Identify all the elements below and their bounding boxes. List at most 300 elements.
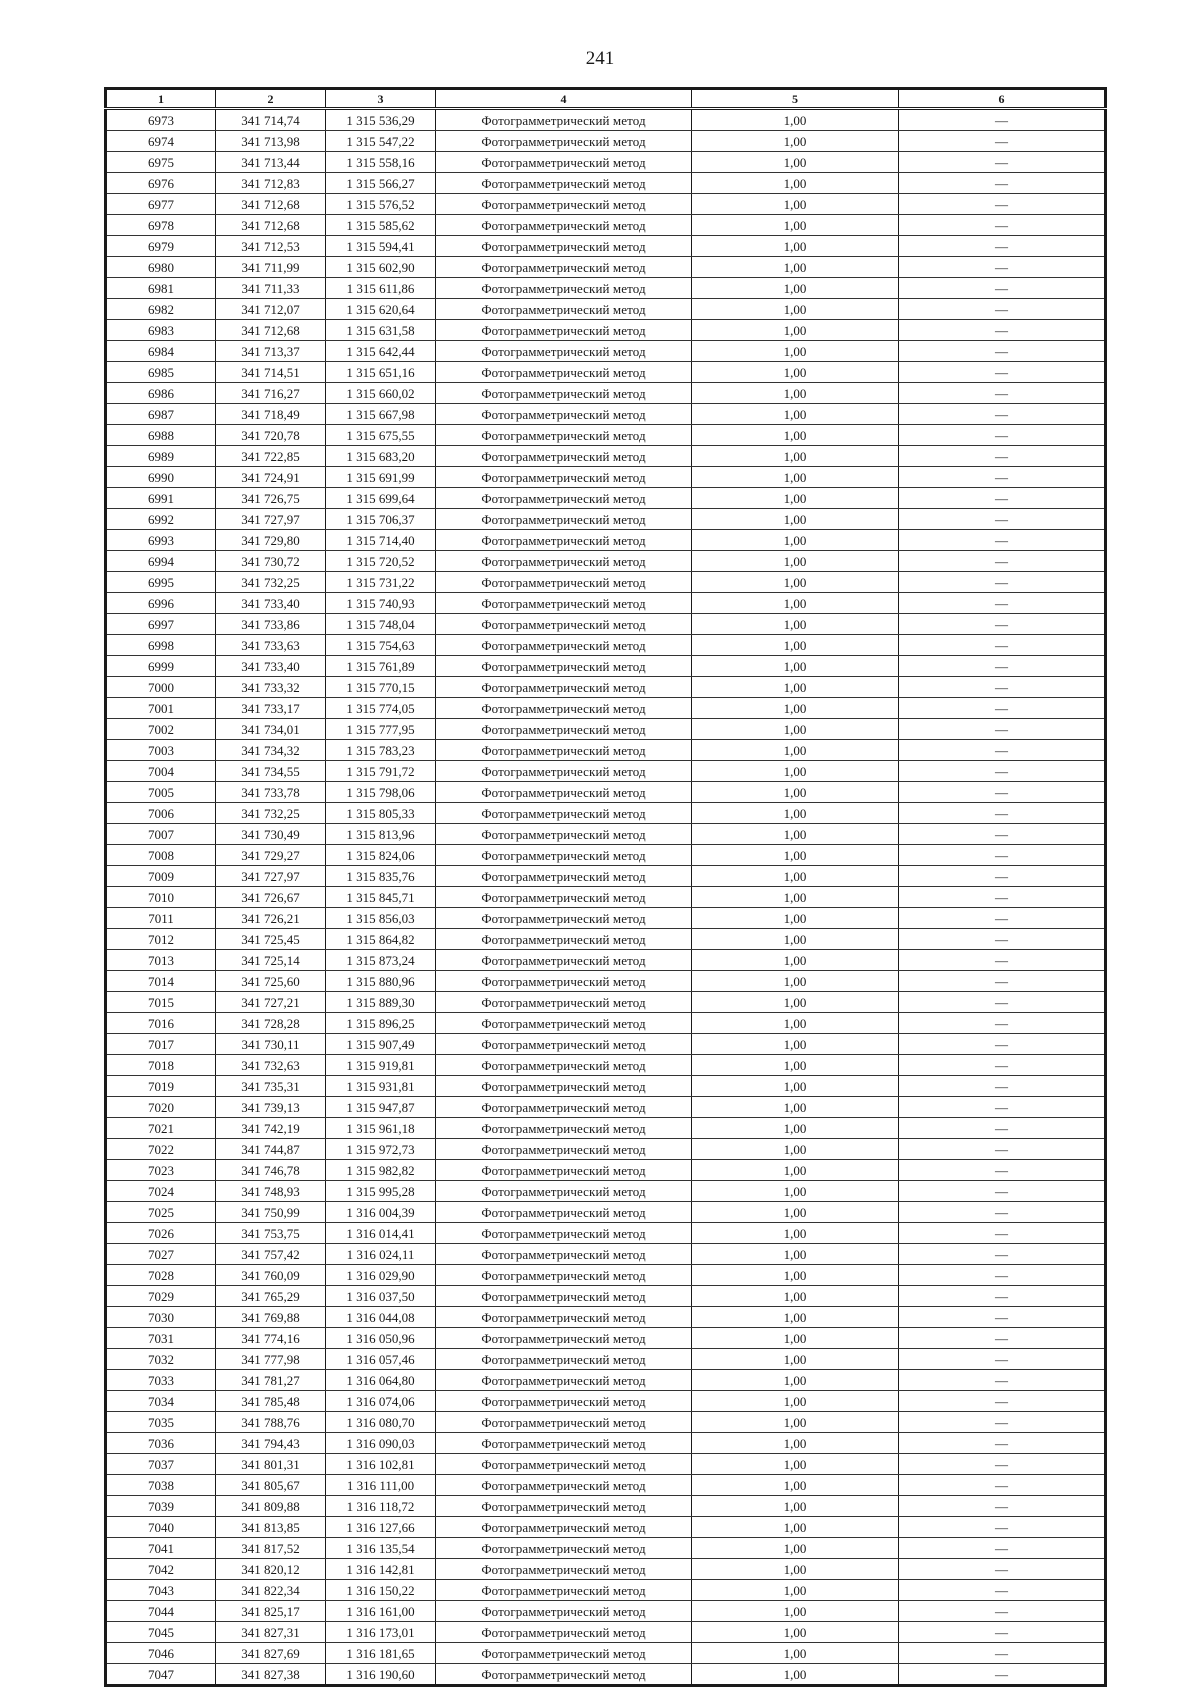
x-coordinate-cell: 341 725,14: [216, 950, 326, 971]
accuracy-cell: 1,00: [692, 1370, 899, 1391]
note-cell: —: [899, 1475, 1106, 1496]
method-cell: Фотограмметрический метод: [436, 1034, 692, 1055]
method-cell: Фотограмметрический метод: [436, 1097, 692, 1118]
point-number-cell: 7033: [106, 1370, 216, 1391]
table-row: [106, 488, 1106, 509]
table-row: [106, 803, 1106, 824]
accuracy-cell: 1,00: [692, 488, 899, 509]
y-coordinate-cell: 1 316 064,80: [326, 1370, 436, 1391]
point-number-cell: 6991: [106, 488, 216, 509]
y-coordinate-cell: 1 315 919,81: [326, 1055, 436, 1076]
accuracy-cell: 1,00: [692, 698, 899, 719]
point-number-cell: 7047: [106, 1664, 216, 1686]
note-cell: —: [899, 1412, 1106, 1433]
x-coordinate-cell: 341 765,29: [216, 1286, 326, 1307]
table-row: [106, 299, 1106, 320]
table-row: [106, 404, 1106, 425]
note-cell: —: [899, 1265, 1106, 1286]
note-cell: —: [899, 1076, 1106, 1097]
method-cell: Фотограмметрический метод: [436, 761, 692, 782]
method-cell: Фотограмметрический метод: [436, 677, 692, 698]
point-number-cell: 7043: [106, 1580, 216, 1601]
note-cell: —: [899, 1118, 1106, 1139]
note-cell: —: [899, 887, 1106, 908]
accuracy-cell: 1,00: [692, 656, 899, 677]
point-number-cell: 7016: [106, 1013, 216, 1034]
method-cell: Фотограмметрический метод: [436, 152, 692, 173]
note-cell: —: [899, 1181, 1106, 1202]
accuracy-cell: 1,00: [692, 845, 899, 866]
accuracy-cell: 1,00: [692, 719, 899, 740]
accuracy-cell: 1,00: [692, 1643, 899, 1664]
method-cell: Фотограмметрический метод: [436, 593, 692, 614]
x-coordinate-cell: 341 748,93: [216, 1181, 326, 1202]
x-coordinate-cell: 341 733,63: [216, 635, 326, 656]
x-coordinate-cell: 341 733,40: [216, 656, 326, 677]
accuracy-cell: 1,00: [692, 1349, 899, 1370]
point-number-cell: 6990: [106, 467, 216, 488]
method-cell: Фотограмметрический метод: [436, 824, 692, 845]
note-cell: —: [899, 1307, 1106, 1328]
x-coordinate-cell: 341 739,13: [216, 1097, 326, 1118]
method-cell: Фотограмметрический метод: [436, 698, 692, 719]
x-coordinate-cell: 341 712,68: [216, 194, 326, 215]
method-cell: Фотограмметрический метод: [436, 1160, 692, 1181]
accuracy-cell: 1,00: [692, 593, 899, 614]
y-coordinate-cell: 1 315 602,90: [326, 257, 436, 278]
accuracy-cell: 1,00: [692, 635, 899, 656]
x-coordinate-cell: 341 713,98: [216, 131, 326, 152]
accuracy-cell: 1,00: [692, 194, 899, 215]
y-coordinate-cell: 1 315 585,62: [326, 215, 436, 236]
method-cell: Фотограмметрический метод: [436, 446, 692, 467]
method-cell: Фотограмметрический метод: [436, 1286, 692, 1307]
note-cell: —: [899, 194, 1106, 215]
method-cell: Фотограмметрический метод: [436, 362, 692, 383]
note-cell: —: [899, 320, 1106, 341]
point-number-cell: 7009: [106, 866, 216, 887]
point-number-cell: 7001: [106, 698, 216, 719]
method-cell: Фотограмметрический метод: [436, 1370, 692, 1391]
note-cell: —: [899, 341, 1106, 362]
point-number-cell: 7038: [106, 1475, 216, 1496]
x-coordinate-cell: 341 725,60: [216, 971, 326, 992]
point-number-cell: 6992: [106, 509, 216, 530]
note-cell: —: [899, 1370, 1106, 1391]
table-row: [106, 1349, 1106, 1370]
accuracy-cell: 1,00: [692, 1055, 899, 1076]
accuracy-cell: 1,00: [692, 1412, 899, 1433]
x-coordinate-cell: 341 735,31: [216, 1076, 326, 1097]
accuracy-cell: 1,00: [692, 971, 899, 992]
x-coordinate-cell: 341 746,78: [216, 1160, 326, 1181]
method-cell: Фотограмметрический метод: [436, 782, 692, 803]
accuracy-cell: 1,00: [692, 1391, 899, 1412]
x-coordinate-cell: 341 732,63: [216, 1055, 326, 1076]
table-row: [106, 1454, 1106, 1475]
method-cell: Фотограмметрический метод: [436, 425, 692, 446]
note-cell: —: [899, 362, 1106, 383]
note-cell: —: [899, 1664, 1106, 1686]
table-row: [106, 1412, 1106, 1433]
method-cell: Фотограмметрический метод: [436, 1223, 692, 1244]
accuracy-cell: 1,00: [692, 1454, 899, 1475]
method-cell: Фотограмметрический метод: [436, 1643, 692, 1664]
y-coordinate-cell: 1 315 699,64: [326, 488, 436, 509]
x-coordinate-cell: 341 724,91: [216, 467, 326, 488]
y-coordinate-cell: 1 315 824,06: [326, 845, 436, 866]
x-coordinate-cell: 341 781,27: [216, 1370, 326, 1391]
method-cell: Фотограмметрический метод: [436, 803, 692, 824]
column-header-2: 2: [216, 89, 326, 109]
y-coordinate-cell: 1 315 805,33: [326, 803, 436, 824]
method-cell: Фотограмметрический метод: [436, 1349, 692, 1370]
accuracy-cell: 1,00: [692, 278, 899, 299]
y-coordinate-cell: 1 315 558,16: [326, 152, 436, 173]
method-cell: Фотограмметрический метод: [436, 971, 692, 992]
x-coordinate-cell: 341 827,69: [216, 1643, 326, 1664]
y-coordinate-cell: 1 315 783,23: [326, 740, 436, 761]
method-cell: Фотограмметрический метод: [436, 215, 692, 236]
accuracy-cell: 1,00: [692, 1664, 899, 1686]
point-number-cell: 6996: [106, 593, 216, 614]
x-coordinate-cell: 341 712,68: [216, 320, 326, 341]
table-row: [106, 1328, 1106, 1349]
table-row: [106, 278, 1106, 299]
accuracy-cell: 1,00: [692, 1433, 899, 1454]
accuracy-cell: 1,00: [692, 341, 899, 362]
note-cell: —: [899, 1559, 1106, 1580]
table-row: [106, 1118, 1106, 1139]
point-number-cell: 6981: [106, 278, 216, 299]
y-coordinate-cell: 1 316 102,81: [326, 1454, 436, 1475]
note-cell: —: [899, 971, 1106, 992]
table-row: [106, 446, 1106, 467]
note-cell: —: [899, 215, 1106, 236]
point-number-cell: 7041: [106, 1538, 216, 1559]
accuracy-cell: 1,00: [692, 362, 899, 383]
point-number-cell: 7012: [106, 929, 216, 950]
table-body: [106, 109, 1106, 1686]
y-coordinate-cell: 1 315 770,15: [326, 677, 436, 698]
x-coordinate-cell: 341 757,42: [216, 1244, 326, 1265]
method-cell: Фотограмметрический метод: [436, 1622, 692, 1643]
x-coordinate-cell: 341 732,25: [216, 803, 326, 824]
point-number-cell: 7035: [106, 1412, 216, 1433]
y-coordinate-cell: 1 316 090,03: [326, 1433, 436, 1454]
note-cell: —: [899, 1097, 1106, 1118]
note-cell: —: [899, 1517, 1106, 1538]
x-coordinate-cell: 341 813,85: [216, 1517, 326, 1538]
y-coordinate-cell: 1 315 856,03: [326, 908, 436, 929]
y-coordinate-cell: 1 315 731,22: [326, 572, 436, 593]
y-coordinate-cell: 1 316 029,90: [326, 1265, 436, 1286]
accuracy-cell: 1,00: [692, 1601, 899, 1622]
method-cell: Фотограмметрический метод: [436, 551, 692, 572]
accuracy-cell: 1,00: [692, 782, 899, 803]
table-row: [106, 887, 1106, 908]
note-cell: —: [899, 1055, 1106, 1076]
y-coordinate-cell: 1 315 566,27: [326, 173, 436, 194]
x-coordinate-cell: 341 730,11: [216, 1034, 326, 1055]
note-cell: —: [899, 509, 1106, 530]
table-row: [106, 1580, 1106, 1601]
table-row: [106, 971, 1106, 992]
table-row: [106, 1202, 1106, 1223]
note-cell: —: [899, 1538, 1106, 1559]
y-coordinate-cell: 1 316 074,06: [326, 1391, 436, 1412]
accuracy-cell: 1,00: [692, 131, 899, 152]
table-row: [106, 236, 1106, 257]
x-coordinate-cell: 341 742,19: [216, 1118, 326, 1139]
accuracy-cell: 1,00: [692, 467, 899, 488]
accuracy-cell: 1,00: [692, 950, 899, 971]
method-cell: Фотограмметрический метод: [436, 614, 692, 635]
table-row: [106, 1034, 1106, 1055]
method-cell: Фотограмметрический метод: [436, 992, 692, 1013]
table-row: [106, 530, 1106, 551]
point-number-cell: 7031: [106, 1328, 216, 1349]
note-cell: —: [899, 1643, 1106, 1664]
accuracy-cell: 1,00: [692, 1034, 899, 1055]
point-number-cell: 7044: [106, 1601, 216, 1622]
accuracy-cell: 1,00: [692, 908, 899, 929]
accuracy-cell: 1,00: [692, 1475, 899, 1496]
x-coordinate-cell: 341 729,80: [216, 530, 326, 551]
y-coordinate-cell: 1 316 111,00: [326, 1475, 436, 1496]
method-cell: Фотограмметрический метод: [436, 236, 692, 257]
point-number-cell: 7032: [106, 1349, 216, 1370]
point-number-cell: 7019: [106, 1076, 216, 1097]
x-coordinate-cell: 341 711,99: [216, 257, 326, 278]
method-cell: Фотограмметрический метод: [436, 488, 692, 509]
x-coordinate-cell: 341 727,97: [216, 866, 326, 887]
point-number-cell: 7005: [106, 782, 216, 803]
note-cell: —: [899, 278, 1106, 299]
y-coordinate-cell: 1 316 161,00: [326, 1601, 436, 1622]
accuracy-cell: 1,00: [692, 404, 899, 425]
point-number-cell: 6988: [106, 425, 216, 446]
point-number-cell: 7037: [106, 1454, 216, 1475]
table-row: [106, 845, 1106, 866]
point-number-cell: 6977: [106, 194, 216, 215]
x-coordinate-cell: 341 769,88: [216, 1307, 326, 1328]
table-row: [106, 677, 1106, 698]
point-number-cell: 7026: [106, 1223, 216, 1244]
table-row: [106, 109, 1106, 131]
y-coordinate-cell: 1 316 037,50: [326, 1286, 436, 1307]
x-coordinate-cell: 341 785,48: [216, 1391, 326, 1412]
x-coordinate-cell: 341 788,76: [216, 1412, 326, 1433]
accuracy-cell: 1,00: [692, 1013, 899, 1034]
y-coordinate-cell: 1 315 651,16: [326, 362, 436, 383]
method-cell: Фотограмметрический метод: [436, 530, 692, 551]
accuracy-cell: 1,00: [692, 425, 899, 446]
method-cell: Фотограмметрический метод: [436, 1181, 692, 1202]
note-cell: —: [899, 614, 1106, 635]
accuracy-cell: 1,00: [692, 299, 899, 320]
table-row: [106, 866, 1106, 887]
x-coordinate-cell: 341 722,85: [216, 446, 326, 467]
y-coordinate-cell: 1 316 190,60: [326, 1664, 436, 1686]
x-coordinate-cell: 341 728,28: [216, 1013, 326, 1034]
accuracy-cell: 1,00: [692, 1244, 899, 1265]
method-cell: Фотограмметрический метод: [436, 1496, 692, 1517]
table-row: [106, 257, 1106, 278]
y-coordinate-cell: 1 315 714,40: [326, 530, 436, 551]
point-number-cell: 7015: [106, 992, 216, 1013]
method-cell: Фотограмметрический метод: [436, 131, 692, 152]
method-cell: Фотограмметрический метод: [436, 1433, 692, 1454]
note-cell: —: [899, 572, 1106, 593]
table-row: [106, 152, 1106, 173]
table-row: [106, 1433, 1106, 1454]
table-row: [106, 1496, 1106, 1517]
y-coordinate-cell: 1 315 907,49: [326, 1034, 436, 1055]
accuracy-cell: 1,00: [692, 109, 899, 131]
table-row: [106, 1160, 1106, 1181]
table-row: [106, 740, 1106, 761]
table-row: [106, 131, 1106, 152]
method-cell: Фотограмметрический метод: [436, 887, 692, 908]
note-cell: —: [899, 1580, 1106, 1601]
y-coordinate-cell: 1 315 611,86: [326, 278, 436, 299]
note-cell: —: [899, 656, 1106, 677]
point-number-cell: 7045: [106, 1622, 216, 1643]
method-cell: Фотограмметрический метод: [436, 1244, 692, 1265]
accuracy-cell: 1,00: [692, 740, 899, 761]
note-cell: —: [899, 761, 1106, 782]
table-row: [106, 509, 1106, 530]
method-cell: Фотограмметрический метод: [436, 1412, 692, 1433]
method-cell: Фотограмметрический метод: [436, 404, 692, 425]
note-cell: —: [899, 1349, 1106, 1370]
accuracy-cell: 1,00: [692, 1139, 899, 1160]
point-number-cell: 6983: [106, 320, 216, 341]
y-coordinate-cell: 1 315 774,05: [326, 698, 436, 719]
x-coordinate-cell: 341 712,68: [216, 215, 326, 236]
accuracy-cell: 1,00: [692, 1622, 899, 1643]
y-coordinate-cell: 1 315 683,20: [326, 446, 436, 467]
x-coordinate-cell: 341 774,16: [216, 1328, 326, 1349]
method-cell: Фотограмметрический метод: [436, 719, 692, 740]
note-cell: —: [899, 173, 1106, 194]
table-row: [106, 908, 1106, 929]
table-row: [106, 383, 1106, 404]
accuracy-cell: 1,00: [692, 1559, 899, 1580]
point-number-cell: 6975: [106, 152, 216, 173]
table-row: [106, 320, 1106, 341]
note-cell: —: [899, 1454, 1106, 1475]
x-coordinate-cell: 341 714,74: [216, 109, 326, 131]
note-cell: —: [899, 404, 1106, 425]
note-cell: —: [899, 1622, 1106, 1643]
table-row: [106, 173, 1106, 194]
note-cell: —: [899, 1160, 1106, 1181]
table-row: [106, 614, 1106, 635]
method-cell: Фотограмметрический метод: [436, 1118, 692, 1139]
y-coordinate-cell: 1 316 004,39: [326, 1202, 436, 1223]
y-coordinate-cell: 1 315 813,96: [326, 824, 436, 845]
accuracy-cell: 1,00: [692, 509, 899, 530]
point-number-cell: 7002: [106, 719, 216, 740]
method-cell: Фотограмметрический метод: [436, 929, 692, 950]
point-number-cell: 6989: [106, 446, 216, 467]
point-number-cell: 6976: [106, 173, 216, 194]
y-coordinate-cell: 1 315 931,81: [326, 1076, 436, 1097]
accuracy-cell: 1,00: [692, 320, 899, 341]
y-coordinate-cell: 1 315 835,76: [326, 866, 436, 887]
accuracy-cell: 1,00: [692, 257, 899, 278]
y-coordinate-cell: 1 316 135,54: [326, 1538, 436, 1559]
method-cell: Фотограмметрический метод: [436, 572, 692, 593]
method-cell: Фотограмметрический метод: [436, 109, 692, 131]
x-coordinate-cell: 341 730,72: [216, 551, 326, 572]
point-number-cell: 7034: [106, 1391, 216, 1412]
y-coordinate-cell: 1 316 173,01: [326, 1622, 436, 1643]
table-row: [106, 1181, 1106, 1202]
y-coordinate-cell: 1 315 691,99: [326, 467, 436, 488]
y-coordinate-cell: 1 315 791,72: [326, 761, 436, 782]
x-coordinate-cell: 341 801,31: [216, 1454, 326, 1475]
y-coordinate-cell: 1 316 150,22: [326, 1580, 436, 1601]
point-number-cell: 7018: [106, 1055, 216, 1076]
table-row: [106, 551, 1106, 572]
table-row: [106, 635, 1106, 656]
table-row: [106, 425, 1106, 446]
note-cell: —: [899, 635, 1106, 656]
x-coordinate-cell: 341 713,37: [216, 341, 326, 362]
method-cell: Фотограмметрический метод: [436, 173, 692, 194]
x-coordinate-cell: 341 711,33: [216, 278, 326, 299]
y-coordinate-cell: 1 315 754,63: [326, 635, 436, 656]
y-coordinate-cell: 1 315 777,95: [326, 719, 436, 740]
x-coordinate-cell: 341 730,49: [216, 824, 326, 845]
method-cell: Фотограмметрический метод: [436, 1076, 692, 1097]
y-coordinate-cell: 1 315 675,55: [326, 425, 436, 446]
note-cell: —: [899, 845, 1106, 866]
x-coordinate-cell: 341 827,38: [216, 1664, 326, 1686]
note-cell: —: [899, 908, 1106, 929]
table-row: [106, 1223, 1106, 1244]
method-cell: Фотограмметрический метод: [436, 1538, 692, 1559]
point-number-cell: 7011: [106, 908, 216, 929]
point-number-cell: 6998: [106, 635, 216, 656]
x-coordinate-cell: 341 729,27: [216, 845, 326, 866]
accuracy-cell: 1,00: [692, 1181, 899, 1202]
point-number-cell: 7025: [106, 1202, 216, 1223]
point-number-cell: 7042: [106, 1559, 216, 1580]
y-coordinate-cell: 1 315 740,93: [326, 593, 436, 614]
accuracy-cell: 1,00: [692, 572, 899, 593]
table-row: [106, 572, 1106, 593]
method-cell: Фотограмметрический метод: [436, 866, 692, 887]
x-coordinate-cell: 341 733,40: [216, 593, 326, 614]
y-coordinate-cell: 1 315 631,58: [326, 320, 436, 341]
note-cell: —: [899, 488, 1106, 509]
note-cell: —: [899, 1286, 1106, 1307]
method-cell: Фотограмметрический метод: [436, 908, 692, 929]
note-cell: —: [899, 929, 1106, 950]
x-coordinate-cell: 341 720,78: [216, 425, 326, 446]
accuracy-cell: 1,00: [692, 824, 899, 845]
x-coordinate-cell: 341 805,67: [216, 1475, 326, 1496]
table-row: [106, 194, 1106, 215]
note-cell: —: [899, 551, 1106, 572]
point-number-cell: 6995: [106, 572, 216, 593]
point-number-cell: 7023: [106, 1160, 216, 1181]
method-cell: Фотограмметрический метод: [436, 320, 692, 341]
